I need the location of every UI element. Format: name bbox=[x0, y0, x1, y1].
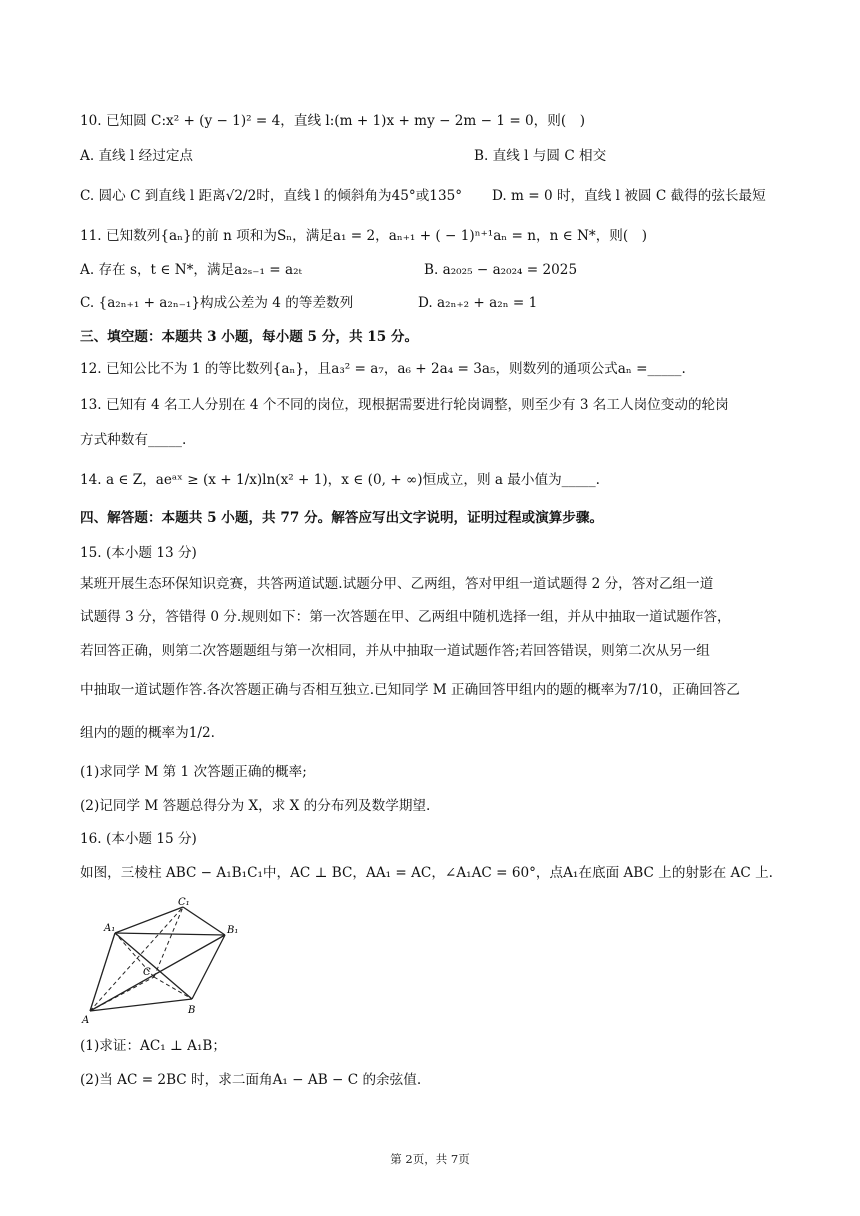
q11-option-d: D. a₂ₙ₊₂ + a₂ₙ = 1 bbox=[418, 295, 538, 311]
q16-subquestion-2: (2)当 AC = 2BC 时，求二面角A₁ − AB − C 的余弦值. bbox=[80, 1072, 422, 1088]
figure-label-c: C bbox=[143, 967, 151, 978]
q11-stem: 11. 已知数列{aₙ}的前 n 项和为Sₙ，满足a₁ = 2，aₙ₊₁ + ( − 1)ⁿ⁺¹aₙ = n，n ∈ N*，则( ) bbox=[80, 228, 648, 244]
q15-para-line-1: 某班开展生态环保知识竞赛，共答两道试题.试题分甲、乙两组，答对甲组一道试题得 2 分，答对乙组一道 bbox=[80, 576, 714, 592]
figure-label-b: B bbox=[188, 1005, 196, 1016]
q16-subquestion-1: (1)求证：AC₁ ⊥ A₁B； bbox=[80, 1038, 226, 1054]
figure-label-b1: B₁ bbox=[227, 925, 239, 936]
q15-subquestion-1: (1)求同学 M 第 1 次答题正确的概率; bbox=[80, 764, 307, 780]
q11-option-b: B. a₂₀₂₅ − a₂₀₂₄ = 2025 bbox=[424, 262, 578, 278]
q15-heading: 15. (本小题 13 分) bbox=[80, 545, 197, 561]
q15-para-line-5: 组内的题的概率为1/2. bbox=[80, 725, 215, 741]
page-footer: 第 2页，共 7页 bbox=[390, 1152, 470, 1166]
q10-stem: 10. 已知圆 C:x² + (y − 1)² = 4，直线 l:(m + 1)x + my − 2m − 1 = 0，则( ) bbox=[80, 113, 586, 129]
prism-figure bbox=[80, 895, 270, 1025]
q13-line-1: 13. 已知有 4 名工人分别在 4 个不同的岗位，现根据需要进行轮岗调整，则至少有 3 名工人岗位变动的轮岗 bbox=[80, 397, 729, 413]
q15-para-line-2: 试题得 3 分，答错得 0 分.规则如下：第一次答题在甲、乙两组中随机选择一组，并从中抽取一道试题作答， bbox=[80, 609, 731, 625]
q11-option-c: C. {a₂ₙ₊₁ + a₂ₙ₋₁}构成公差为 4 的等差数列 bbox=[80, 295, 354, 311]
q14: 14. a ∈ Z，aeᵃˣ ≥ (x + 1/x)ln(x² + 1)，x ∈ (0, + ∞)恒成立，则 a 最小值为_____. bbox=[80, 472, 600, 488]
q10-option-c: C. 圆心 C 到直线 l 距离√2/2时，直线 l 的倾斜角为45°或135° bbox=[80, 188, 463, 204]
q16-para-line-1: 如图，三棱柱 ABC − A₁B₁C₁中，AC ⊥ BC，AA₁ = AC，∠A₁AC = 60°，点A₁在底面 ABC 上的射影在 AC 上. bbox=[80, 865, 774, 881]
q15-subquestion-2: (2)记同学 M 答题总得分为 X，求 X 的分布列及数学期望. bbox=[80, 798, 431, 814]
section-4-heading: 四、解答题：本题共 5 小题，共 77 分。解答应写出文字说明，证明过程或演算步骤。 bbox=[80, 510, 604, 526]
figure-label-a1: A₁ bbox=[104, 923, 116, 934]
q16-heading: 16. (本小题 15 分) bbox=[80, 831, 197, 847]
q10-option-b: B. 直线 l 与圆 C 相交 bbox=[474, 148, 607, 164]
q11-option-a: A. 存在 s，t ∈ N*，满足a₂ₛ₋₁ = a₂ₜ bbox=[80, 262, 302, 278]
figure-label-c1: C₁ bbox=[178, 897, 190, 908]
q15-para-line-4: 中抽取一道试题作答.各次答题正确与否相互独立.已知同学 M 正确回答甲组内的题的概率为7/10，正确回答乙 bbox=[80, 682, 740, 698]
q10-option-a: A. 直线 l 经过定点 bbox=[80, 148, 194, 164]
section-3-heading: 三、填空题：本题共 3 小题，每小题 5 分，共 15 分。 bbox=[80, 329, 419, 345]
figure-label-a: A bbox=[82, 1015, 90, 1025]
q13-line-2: 方式种数有_____. bbox=[80, 432, 187, 448]
q10-option-d: D. m = 0 时，直线 l 被圆 C 截得的弦长最短 bbox=[492, 188, 766, 204]
q15-para-line-3: 若回答正确，则第二次答题题组与第一次相同，并从中抽取一道试题作答;若回答错误，则第二次从另一组 bbox=[80, 643, 710, 659]
q12: 12. 已知公比不为 1 的等比数列{aₙ}，且a₃² = a₇，a₆ + 2a₄ = 3a₅，则数列的通项公式aₙ =_____. bbox=[80, 361, 686, 377]
